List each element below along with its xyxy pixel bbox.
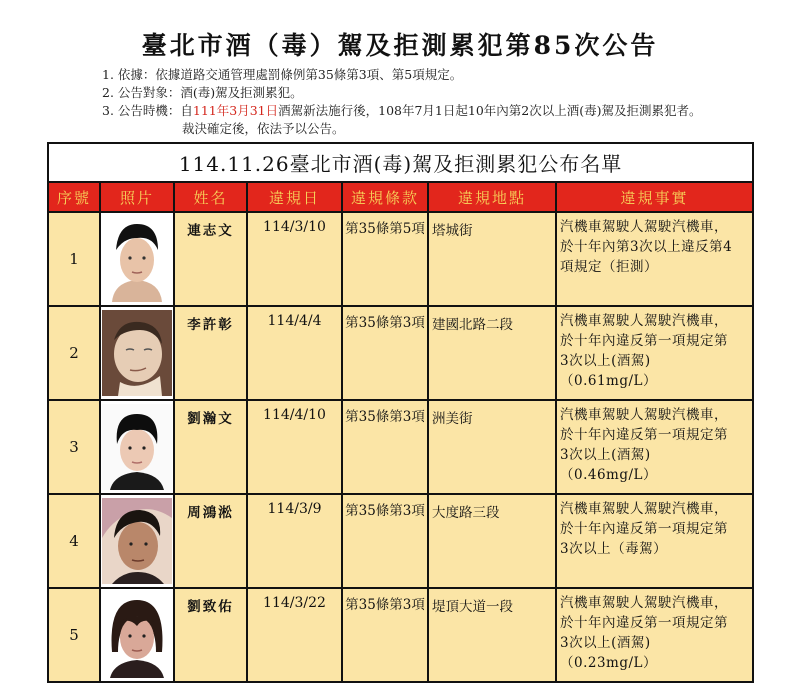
row-article: 第35條第3項 xyxy=(342,306,428,400)
row-name: 李許彰 xyxy=(174,306,247,400)
note-timing-prefix: 3. 公告時機：自 xyxy=(102,103,193,118)
note-timing-cont: 裁決確定後，依法予以公告。 xyxy=(182,121,345,136)
row-article: 第35條第5項 xyxy=(342,212,428,306)
table-banner: 114.11.26臺北市酒(毒)駕及拒測累犯公布名單 xyxy=(48,143,753,182)
note-basis: 1. 依據：依據道路交通管理處罰條例第35條第3項、第5項規定。 xyxy=(102,67,463,82)
fact-line: 汽機車駕駛人駕駛汽機車， xyxy=(560,313,728,329)
fact-line: 汽機車駕駛人駕駛汽機車， xyxy=(560,407,728,423)
note-timing-suffix: 酒駕新法施行後，108年7月1日起10年內第2次以上酒(毒)駕及拒測累犯者。 xyxy=(278,103,702,118)
col-header-fact: 違規事實 xyxy=(556,182,753,212)
row-article: 第35條第3項 xyxy=(342,588,428,682)
portrait-photo xyxy=(102,592,172,678)
row-photo xyxy=(100,306,174,400)
portrait-photo xyxy=(102,498,172,584)
col-header-name: 姓名 xyxy=(174,182,247,212)
fact-line: 汽機車駕駛人駕駛汽機車， xyxy=(560,595,728,611)
row-place: 大度路三段 xyxy=(428,494,556,588)
fact-line: 汽機車駕駛人駕駛汽機車， xyxy=(560,501,728,517)
row-place: 堤頂大道一段 xyxy=(428,588,556,682)
table-row xyxy=(48,494,753,588)
portrait-photo xyxy=(102,216,172,302)
row-no: 5 xyxy=(48,588,100,682)
table-row xyxy=(48,212,753,306)
row-fact xyxy=(556,306,753,400)
row-photo xyxy=(100,212,174,306)
fact-line: 於十年內違反第一項規定第 xyxy=(560,615,728,631)
row-name: 劉瀚文 xyxy=(174,400,247,494)
row-no: 2 xyxy=(48,306,100,400)
col-header-date: 違規日 xyxy=(247,182,342,212)
fact-line: 3次以上(酒駕) xyxy=(560,635,651,651)
row-fact xyxy=(556,588,753,682)
fact-line: 汽機車駕駛人駕駛汽機車， xyxy=(560,219,728,235)
table-row xyxy=(48,400,753,494)
table-row xyxy=(48,306,753,400)
col-header-no: 序號 xyxy=(48,182,100,212)
note-target: 2. 公告對象：酒(毒)駕及拒測累犯。 xyxy=(102,85,303,100)
row-photo xyxy=(100,588,174,682)
fact-line: 於十年內違反第一項規定第 xyxy=(560,521,728,537)
table-row xyxy=(48,588,753,682)
fact-line: （0.46mg/L） xyxy=(560,467,658,483)
row-place: 建國北路二段 xyxy=(428,306,556,400)
row-name: 連志文 xyxy=(174,212,247,306)
fact-line: 3次以上(酒駕) xyxy=(560,353,651,369)
row-no: 3 xyxy=(48,400,100,494)
col-header-article: 違規條款 xyxy=(342,182,428,212)
fact-line: 於十年內違反第一項規定第 xyxy=(560,427,728,443)
portrait-photo xyxy=(102,404,172,490)
page-title: 臺北市酒（毒）駕及拒測累犯第85次公告 xyxy=(141,31,659,60)
offender-table xyxy=(47,142,754,683)
row-date: 114/3/10 xyxy=(247,212,342,306)
note-timing xyxy=(102,102,702,120)
fact-line: （0.61mg/L） xyxy=(560,373,658,389)
row-date: 114/4/4 xyxy=(247,306,342,400)
row-date: 114/3/22 xyxy=(247,588,342,682)
fact-line: 於十年內違反第一項規定第 xyxy=(560,333,728,349)
announcement-notes xyxy=(102,66,702,138)
row-photo xyxy=(100,400,174,494)
row-fact xyxy=(556,494,753,588)
table-banner-row xyxy=(48,143,753,182)
fact-line: 項規定（拒測） xyxy=(560,259,658,275)
fact-line: 3次以上(酒駕) xyxy=(560,447,651,463)
note-timing-date: 111年3月31日 xyxy=(192,103,279,118)
row-fact xyxy=(556,400,753,494)
row-no: 4 xyxy=(48,494,100,588)
fact-line: 3次以上（毒駕） xyxy=(560,541,668,557)
row-article: 第35條第3項 xyxy=(342,494,428,588)
row-no: 1 xyxy=(48,212,100,306)
row-article: 第35條第3項 xyxy=(342,400,428,494)
col-header-photo: 照片 xyxy=(100,182,174,212)
portrait-photo xyxy=(102,310,172,396)
fact-line: 於十年內第3次以上違反第4 xyxy=(560,239,733,255)
row-place: 洲美街 xyxy=(428,400,556,494)
col-header-place: 違規地點 xyxy=(428,182,556,212)
row-name: 劉致佑 xyxy=(174,588,247,682)
row-name: 周鴻淞 xyxy=(174,494,247,588)
row-photo xyxy=(100,494,174,588)
fact-line: （0.23mg/L） xyxy=(560,655,658,671)
row-fact xyxy=(556,212,753,306)
column-header-row xyxy=(48,182,753,212)
row-place: 塔城街 xyxy=(428,212,556,306)
row-date: 114/3/9 xyxy=(247,494,342,588)
row-date: 114/4/10 xyxy=(247,400,342,494)
